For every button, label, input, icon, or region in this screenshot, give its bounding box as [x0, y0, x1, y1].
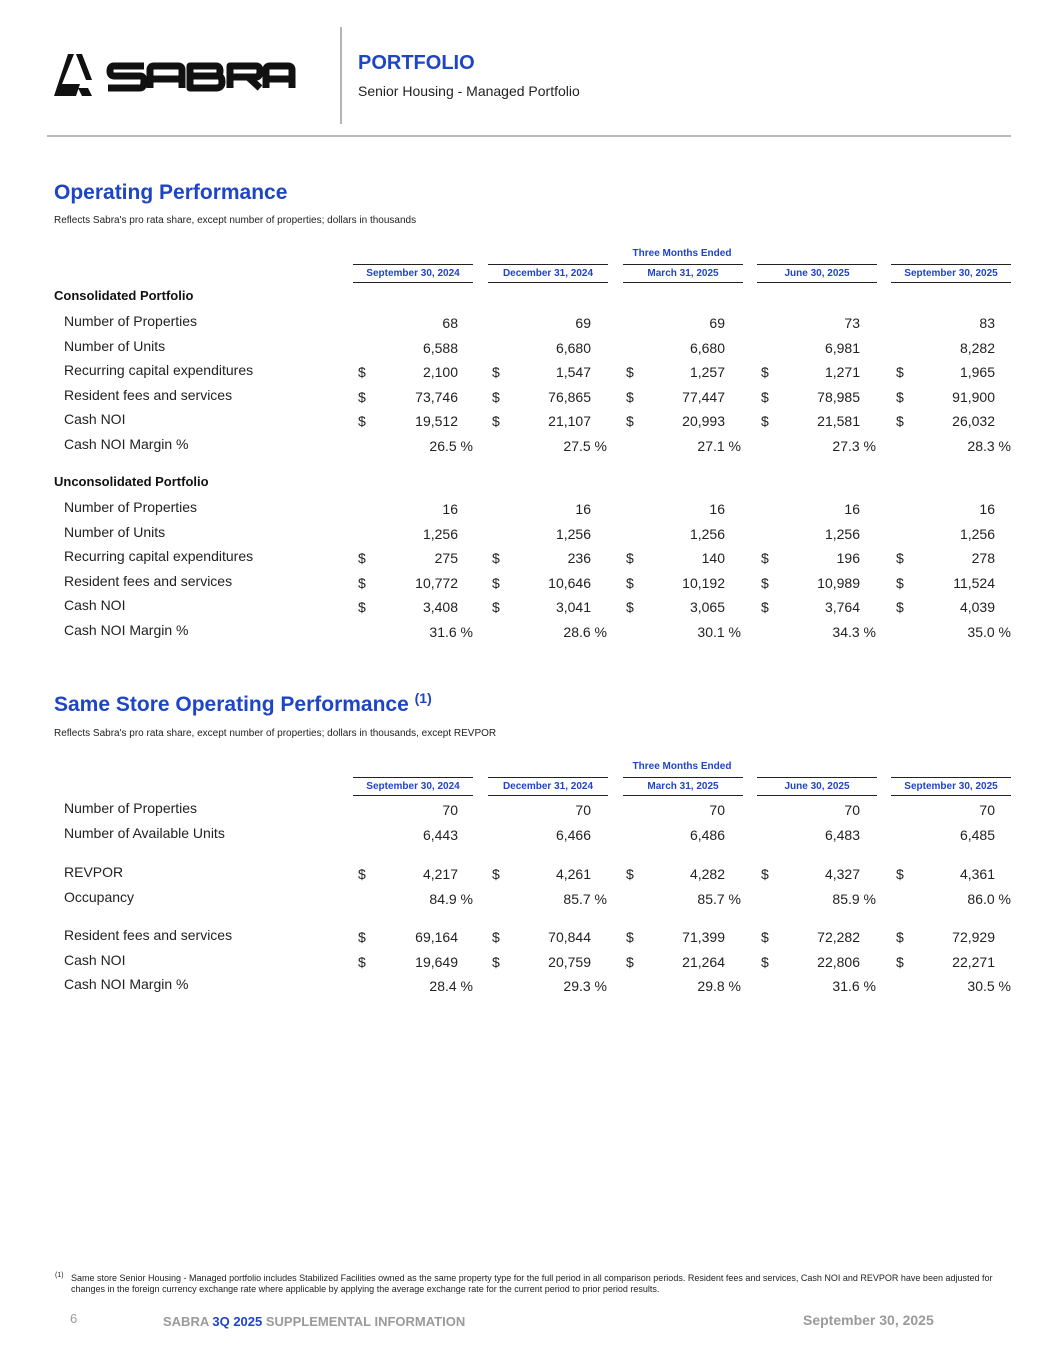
cell-value: 69 — [575, 315, 591, 331]
cell-value: 6,680 — [689, 340, 725, 356]
row-label: Cash NOI Margin % — [64, 622, 189, 638]
cell-value: 70 — [442, 802, 458, 818]
table-row — [0, 499, 1055, 523]
group-heading: Consolidated Portfolio — [54, 288, 194, 303]
cell-value: 22,806 — [817, 954, 860, 970]
row-label: Number of Units — [64, 524, 166, 540]
cell-value: 77,447 — [682, 389, 725, 405]
dollar-sign: $ — [626, 866, 634, 882]
cell-value: 8,282 — [959, 340, 995, 356]
cell-value: 4,327 — [824, 866, 860, 882]
row-label: Cash NOI — [64, 411, 126, 427]
dollar-sign: $ — [492, 929, 500, 945]
operating-note: Reflects Sabra's pro rata share, except number of properties; dollars in thousands — [54, 215, 417, 226]
dollar-sign: $ — [896, 929, 904, 945]
row-label: Recurring capital expenditures — [64, 548, 254, 564]
dollar-sign: $ — [896, 575, 904, 591]
cell-value: 29.3 % — [563, 978, 607, 994]
sabra-logo — [52, 50, 297, 100]
cell-value: 71,399 — [682, 929, 725, 945]
dollar-sign: $ — [492, 599, 500, 615]
cell-value: 72,282 — [817, 929, 860, 945]
cell-value: 70,844 — [548, 929, 591, 945]
operating-period-header: Three Months Ended — [632, 248, 732, 259]
cell-value: 1,256 — [959, 526, 995, 542]
row-label: Recurring capital expenditures — [64, 362, 254, 378]
cell-value: 2,100 — [422, 364, 458, 380]
dollar-sign: $ — [761, 929, 769, 945]
dollar-sign: $ — [896, 413, 904, 429]
table-row — [0, 573, 1055, 597]
dollar-sign: $ — [358, 413, 366, 429]
cell-value: 1,256 — [824, 526, 860, 542]
row-label: Number of Properties — [64, 800, 198, 816]
cell-value: 6,981 — [824, 340, 860, 356]
dollar-sign: $ — [358, 575, 366, 591]
dollar-sign: $ — [761, 866, 769, 882]
cell-value: 30.1 % — [697, 624, 741, 640]
cell-value: 6,680 — [555, 340, 591, 356]
dollar-sign: $ — [626, 413, 634, 429]
cell-value: 73,746 — [415, 389, 458, 405]
row-label: Cash NOI Margin % — [64, 976, 189, 992]
table-row — [0, 889, 1055, 913]
header-rule — [47, 135, 1011, 137]
column-header: September 30, 2025 — [891, 264, 1011, 283]
group-heading: Unconsolidated Portfolio — [54, 474, 209, 489]
column-header: September 30, 2024 — [353, 777, 473, 796]
cell-value: 6,486 — [689, 827, 725, 843]
cell-value: 34.3 % — [832, 624, 876, 640]
dollar-sign: $ — [896, 954, 904, 970]
row-label: Cash NOI — [64, 597, 126, 613]
row-label: Number of Available Units — [64, 825, 225, 841]
row-label: Occupancy — [64, 889, 135, 905]
cell-value: 31.6 % — [429, 624, 473, 640]
table-row — [0, 548, 1055, 572]
cell-value: 10,646 — [548, 575, 591, 591]
cell-value: 1,256 — [689, 526, 725, 542]
table-row — [0, 411, 1055, 435]
cell-value: 1,547 — [555, 364, 591, 380]
cell-value: 275 — [434, 550, 458, 566]
table-row — [0, 524, 1055, 548]
table-row — [0, 387, 1055, 411]
cell-value: 236 — [567, 550, 591, 566]
column-header: March 31, 2025 — [623, 777, 743, 796]
cell-value: 16 — [979, 501, 995, 517]
cell-value: 1,257 — [689, 364, 725, 380]
dollar-sign: $ — [761, 389, 769, 405]
cell-value: 31.6 % — [832, 978, 876, 994]
dollar-sign: $ — [896, 866, 904, 882]
footer-quarter: 3Q 2025 — [212, 1314, 263, 1329]
page-number: 6 — [70, 1311, 78, 1326]
dollar-sign: $ — [626, 929, 634, 945]
cell-value: 1,256 — [555, 526, 591, 542]
row-label: Cash NOI — [64, 952, 126, 968]
column-header: September 30, 2025 — [891, 777, 1011, 796]
cell-value: 85.7 % — [697, 891, 741, 907]
cell-value: 28.3 % — [967, 438, 1011, 454]
row-label: Resident fees and services — [64, 387, 233, 403]
dollar-sign: $ — [761, 550, 769, 566]
dollar-sign: $ — [761, 413, 769, 429]
cell-value: 91,900 — [952, 389, 995, 405]
dollar-sign: $ — [492, 866, 500, 882]
cell-value: 21,581 — [817, 413, 860, 429]
footer-date: September 30, 2025 — [803, 1312, 934, 1328]
cell-value: 3,408 — [422, 599, 458, 615]
cell-value: 69,164 — [415, 929, 458, 945]
table-row — [0, 927, 1055, 951]
column-header: March 31, 2025 — [623, 264, 743, 283]
same-store-note: Reflects Sabra's pro rata share, except number of properties; dollars in thousands, except REVPOR — [54, 728, 497, 739]
dollar-sign: $ — [358, 550, 366, 566]
cell-value: 3,065 — [689, 599, 725, 615]
dollar-sign: $ — [896, 550, 904, 566]
dollar-sign: $ — [761, 364, 769, 380]
dollar-sign: $ — [626, 364, 634, 380]
cell-value: 85.7 % — [563, 891, 607, 907]
dollar-sign: $ — [626, 954, 634, 970]
column-header: December 31, 2024 — [488, 777, 608, 796]
cell-value: 21,107 — [548, 413, 591, 429]
cell-value: 10,989 — [817, 575, 860, 591]
table-row — [0, 436, 1055, 460]
sabra-logo-icon — [52, 50, 297, 100]
dollar-sign: $ — [761, 575, 769, 591]
dollar-sign: $ — [896, 389, 904, 405]
column-header: December 31, 2024 — [488, 264, 608, 283]
footer-supplemental: SUPPLEMENTAL INFORMATION — [265, 1314, 466, 1329]
cell-value: 86.0 % — [967, 891, 1011, 907]
section-title: PORTFOLIO — [358, 52, 475, 74]
dollar-sign: $ — [896, 599, 904, 615]
cell-value: 84.9 % — [429, 891, 473, 907]
table-row — [0, 864, 1055, 888]
cell-value: 20,993 — [682, 413, 725, 429]
cell-value: 21,264 — [682, 954, 725, 970]
cell-value: 278 — [971, 550, 995, 566]
table-row — [0, 362, 1055, 386]
dollar-sign: $ — [492, 954, 500, 970]
cell-value: 19,512 — [415, 413, 458, 429]
cell-value: 70 — [709, 802, 725, 818]
cell-value: 70 — [575, 802, 591, 818]
cell-value: 6,466 — [555, 827, 591, 843]
cell-value: 19,649 — [415, 954, 458, 970]
row-label: REVPOR — [64, 864, 124, 880]
cell-value: 196 — [836, 550, 860, 566]
cell-value: 27.5 % — [563, 438, 607, 454]
table-row — [0, 313, 1055, 337]
dollar-sign: $ — [896, 364, 904, 380]
cell-value: 1,271 — [824, 364, 860, 380]
dollar-sign: $ — [358, 866, 366, 882]
dollar-sign: $ — [626, 389, 634, 405]
table-row — [0, 825, 1055, 849]
cell-value: 4,039 — [959, 599, 995, 615]
dollar-sign: $ — [492, 389, 500, 405]
table-row — [0, 952, 1055, 976]
row-label: Resident fees and services — [64, 927, 233, 943]
cell-value: 20,759 — [548, 954, 591, 970]
cell-value: 26,032 — [952, 413, 995, 429]
cell-value: 69 — [709, 315, 725, 331]
row-label: Number of Units — [64, 338, 166, 354]
cell-value: 4,261 — [555, 866, 591, 882]
dollar-sign: $ — [626, 575, 634, 591]
cell-value: 4,282 — [689, 866, 725, 882]
cell-value: 6,485 — [959, 827, 995, 843]
dollar-sign: $ — [358, 599, 366, 615]
dollar-sign: $ — [492, 575, 500, 591]
dollar-sign: $ — [626, 599, 634, 615]
cell-value: 6,443 — [422, 827, 458, 843]
cell-value: 1,965 — [959, 364, 995, 380]
cell-value: 3,764 — [824, 599, 860, 615]
cell-value: 28.4 % — [429, 978, 473, 994]
header-divider — [340, 27, 342, 124]
cell-value: 83 — [979, 315, 995, 331]
column-header: June 30, 2025 — [757, 264, 877, 283]
column-header: June 30, 2025 — [757, 777, 877, 796]
cell-value: 4,361 — [959, 866, 995, 882]
same-store-period-header: Three Months Ended — [632, 761, 732, 772]
cell-value: 29.8 % — [697, 978, 741, 994]
cell-value: 22,271 — [952, 954, 995, 970]
cell-value: 16 — [844, 501, 860, 517]
same-store-title-text: Same Store Operating Performance — [54, 693, 409, 716]
cell-value: 4,217 — [422, 866, 458, 882]
same-store-title — [54, 690, 432, 717]
cell-value: 10,772 — [415, 575, 458, 591]
dollar-sign: $ — [761, 954, 769, 970]
dollar-sign: $ — [358, 389, 366, 405]
cell-value: 68 — [442, 315, 458, 331]
cell-value: 26.5 % — [429, 438, 473, 454]
cell-value: 30.5 % — [967, 978, 1011, 994]
cell-value: 72,929 — [952, 929, 995, 945]
dollar-sign: $ — [761, 599, 769, 615]
cell-value: 6,483 — [824, 827, 860, 843]
row-label: Number of Properties — [64, 313, 198, 329]
section-subtitle: Senior Housing - Managed Portfolio — [358, 83, 580, 99]
cell-value: 70 — [844, 802, 860, 818]
cell-value: 3,041 — [555, 599, 591, 615]
column-header: September 30, 2024 — [353, 264, 473, 283]
cell-value: 70 — [979, 802, 995, 818]
cell-value: 16 — [575, 501, 591, 517]
table-row — [0, 800, 1055, 824]
table-row — [0, 976, 1055, 1000]
cell-value: 27.3 % — [832, 438, 876, 454]
same-store-footnote-ref: (1) — [414, 690, 432, 706]
dollar-sign: $ — [492, 550, 500, 566]
table-row — [0, 338, 1055, 362]
dollar-sign: $ — [626, 550, 634, 566]
page-header — [0, 0, 1055, 137]
footnote-mark: (1) — [55, 1272, 64, 1279]
cell-value: 11,524 — [953, 575, 995, 591]
row-label: Number of Properties — [64, 499, 198, 515]
cell-value: 85.9 % — [832, 891, 876, 907]
cell-value: 6,588 — [422, 340, 458, 356]
cell-value: 27.1 % — [697, 438, 741, 454]
dollar-sign: $ — [358, 364, 366, 380]
cell-value: 16 — [442, 501, 458, 517]
row-label: Resident fees and services — [64, 573, 233, 589]
cell-value: 35.0 % — [967, 624, 1011, 640]
cell-value: 16 — [709, 501, 725, 517]
row-label: Cash NOI Margin % — [64, 436, 189, 452]
dollar-sign: $ — [492, 364, 500, 380]
dollar-sign: $ — [358, 929, 366, 945]
cell-value: 1,256 — [422, 526, 458, 542]
footnote-text: Same store Senior Housing - Managed portfolio includes Stabilized Facilities owned as the same property type for the full period in all comparison periods. Resident fees and services, Cash NOI and REVPOR have been adjusted for changes in the foreign currency exchange rate where applicable by applying the average exchange rate for the current period to prior period results. — [71, 1273, 993, 1294]
cell-value: 73 — [844, 315, 860, 331]
table-row — [0, 597, 1055, 621]
cell-value: 28.6 % — [563, 624, 607, 640]
cell-value: 78,985 — [817, 389, 860, 405]
dollar-sign: $ — [358, 954, 366, 970]
operating-title: Operating Performance — [54, 181, 288, 204]
footer-label — [163, 1314, 465, 1329]
cell-value: 76,865 — [548, 389, 591, 405]
footer-brand: SABRA — [163, 1314, 209, 1329]
cell-value: 140 — [701, 550, 725, 566]
table-row — [0, 622, 1055, 646]
cell-value: 10,192 — [682, 575, 725, 591]
dollar-sign: $ — [492, 413, 500, 429]
